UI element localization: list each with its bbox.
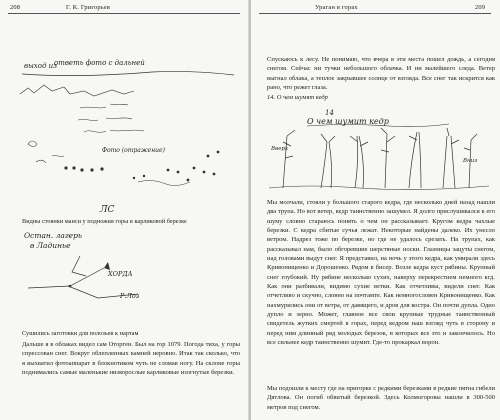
body-text: Спускаюсь к лесу. Не понимаю, что вчера в эти места пошел дождь, а сегодня снегом. Сейчас ни тучки небольшого облачка. И ни малейшего следа. Ветер выгнал облака, а теплое закрывшее солнце от взгляда. Все снег так искрится как рано, что режет глаза. xyxy=(267,56,495,92)
body-text: Дальше я в облаках видел сам Оторген. Был на гор 1079. Погода тиха, у горы спрессован снег. Вокруг облепленных камней неровно. Итак так сколько, что я выхватил фотоаппарат в блокнотиком чуть не сломав ногу. На склоне горы поднимались самые маленькие низкорослые карликовые изогнутые березки. xyxy=(22,341,240,377)
page-number: 208 xyxy=(10,4,21,11)
route-sketch xyxy=(20,228,210,312)
handwritten-note: в Ладинье xyxy=(30,241,71,250)
running-head: Ураган в горах xyxy=(315,4,358,11)
body-text: Мы подошли к месту где на пригорке с редкими березками в редкие пятна гибели Дятлова. Он погиб обвитый березкой. Здесь Колмогоровы нашли в 300-500 метров под снегом. xyxy=(267,385,495,411)
handwritten-note: 14 xyxy=(325,109,334,117)
left-page xyxy=(0,0,249,420)
section-subheading: 14. О чем шумят кедр xyxy=(267,94,328,101)
handwritten-signature: ЛС xyxy=(100,205,115,215)
handwritten-note: ответь фото с дальней xyxy=(54,59,145,67)
handwritten-note: выход из xyxy=(24,62,57,70)
page-number: 209 xyxy=(475,4,486,11)
cedar-sketch xyxy=(267,106,493,194)
body-text: Мы молчали, стояли у большого старого кедра, где несколько дней назад нашли два трупа. Но вот ветер, кедр таинственно зашумел. Я долго прислушивался к его шуму словно стараюсь понять о чем он рассказывает. Кругом кедра чахлые березки. С кедра сбитые сучья лежат. Некоторые найдены далеко. Их унесло ветром. Надрез тоже по березке, но где не удалось срезать. На трупах, как рассказывал нам, было обгоревшие шерстяные носки. Глазницы зацуты снегом, над головами выдут снег. Я представил, на ночь у этого кедра, как умирали здесь Кривонищенко и Дорошенко. Рядом в бисер. Возле кедра куст рябины. Крупный снег глубокий. Ну рябине несколько сухих, наверху перекрестием немного кгд. Как они разбивали, видимо сухие ветки. Как отчетливы, видели снег. Как отчетливо и скучно, словно на почтамте. Как немногословен Кривонищенко. Как нахмурились они от ветра, от давящего, и дров для костра. Он почти дупла. Одно дупло и зерно. Может, главное все свои крупные трудные таинственный свидетель жутких смертей в горах, перед кедром наш взгляд чуть в сторону и перед ним длинный ряд молодых березок, в которых все это и закончилось. Но все сильнее кедр таинственно шумит. Где-то прокаркал ворон. xyxy=(267,199,495,347)
handwritten-note: Вверх xyxy=(271,146,289,152)
handwritten-note: Р.Лоз xyxy=(120,292,140,300)
running-head: Г. К. Григорьев xyxy=(66,4,111,11)
right-page xyxy=(251,0,500,420)
caption: Сушились заготовки для полозьев к нартам xyxy=(22,330,139,337)
handwritten-note: Фото (отражение) xyxy=(102,147,165,154)
handwritten-note: ХОРДА xyxy=(108,270,133,278)
header-rule xyxy=(8,13,240,14)
handwritten-title: О чем шумит кедр xyxy=(307,117,389,126)
route-sketch-drawing xyxy=(20,228,210,312)
caption: Видны стоянки манси у подножия горы в карликовой березке xyxy=(22,218,187,225)
cedar-sketch-drawing xyxy=(267,106,493,194)
handwritten-note: Остан. лагерь xyxy=(24,231,83,240)
handwritten-note: Вниз xyxy=(463,158,478,164)
header-rule xyxy=(259,13,491,14)
notebook-sketch-drawing xyxy=(18,52,240,216)
dot-marks xyxy=(64,151,219,182)
notebook-sketch xyxy=(18,52,240,216)
